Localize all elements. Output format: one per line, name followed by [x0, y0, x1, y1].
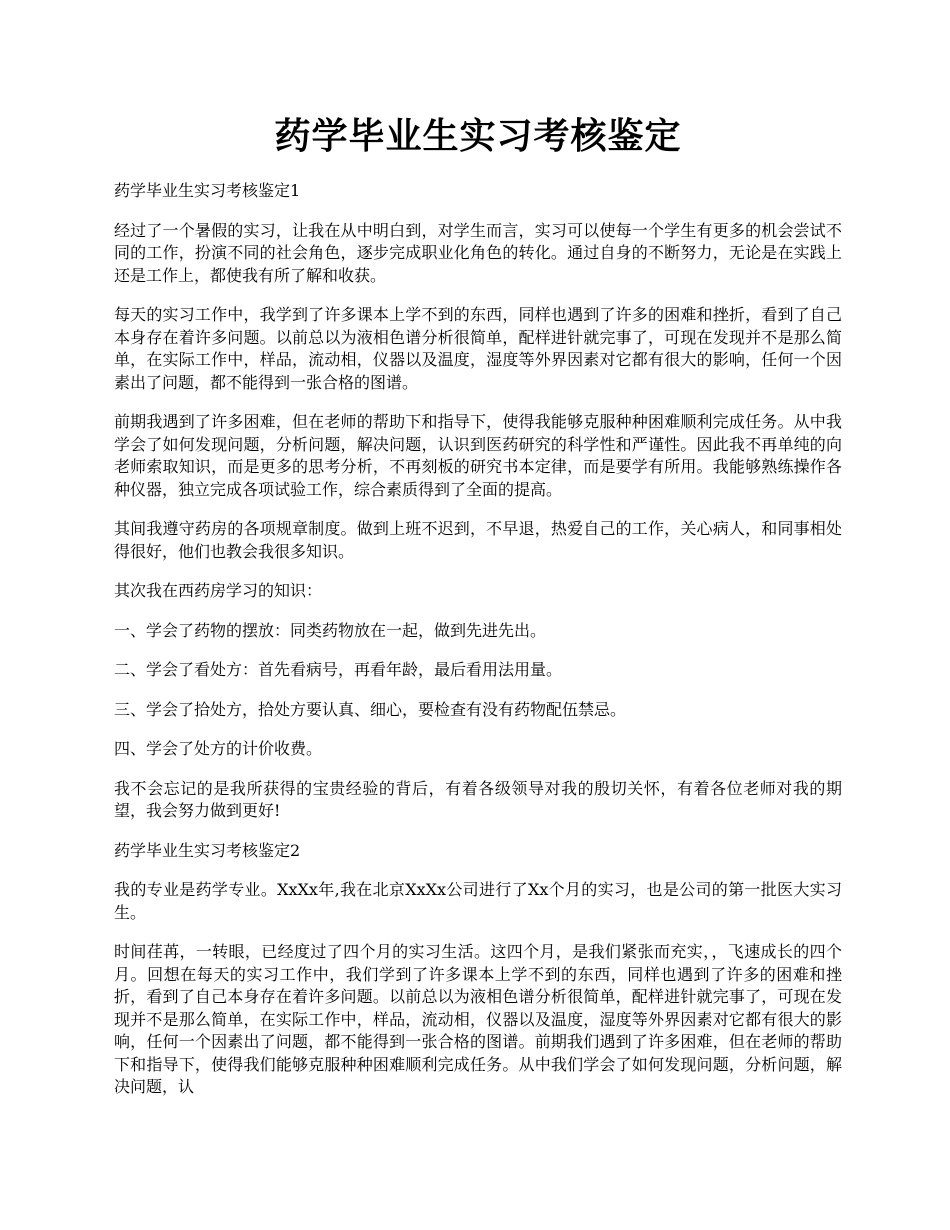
document-content — [114, 108, 842, 1116]
list-item: 三、学会了拾处方，拾处方要认真、细心，要检查有没有药物配伍禁忌。 — [114, 699, 627, 719]
paragraph: 我不会忘记的是我所获得的宝贵经验的背后，有着各级领导对我的殷切关怀，有着各位老师对我的期望，我会努力做到更好! — [114, 778, 842, 820]
paragraph: 每天的实习工作中，我学到了许多课本上学不到的东西，同样也遇到了许多的困难和挫折，看到了自己本身存在着许多问题。以前总以为液相色谱分析很简单，配样进针就完事了，可现在发现并不是那么简单，在实际工作中，样品，流动相，仪器以及温度，湿度等外界因素对它都有很大的影响，任何一个因素出了问题，都不能得到一张合格的图谱。 — [114, 305, 842, 392]
list-item: 一、学会了药物的摆放：同类药物放在一起，做到先进先出。 — [114, 620, 547, 640]
list-item: 四、学会了处方的计价收费。 — [114, 739, 323, 758]
paragraph: 时间荏苒，一转眼，已经度过了四个月的实习生活。这四个月，是我们紧张而充实，，飞速成长的四个月。回想在每天的实习工作中，我们学到了许多课本上学不到的东西，同样也遇到了许多的困难和挫折，看到了自己本身存在着许多问题。以前总以为液相色谱分析很简单，配样进针就完事了，可现在发现并不是那么简单，在实际工作中，样品，流动相，仪器以及温度，湿度等外界因素对它都有很大的影响，任何一个因素出了问题，都不能得到一张合格的图谱。前期我们遇到了许多困难，但在老师的帮助下和指导下，使得我们能够克服种种困难顺利完成任务。从中我们学会了如何发现问题，分析问题，解决问题，认 — [114, 942, 842, 1096]
paragraph: 我的专业是药学专业。XxXx年,我在北京XxXx公司进行了Xx个月的实习，也是公司的第一批医大实习生。 — [114, 880, 842, 922]
document-title: 药学毕业生实习考核鉴定 — [274, 115, 682, 157]
section-heading-1: 药学毕业生实习考核鉴定1 — [114, 181, 301, 200]
paragraph: 经过了一个暑假的实习，让我在从中明白到，对学生而言，实习可以使每一个学生有更多的机会尝试不同的工作，扮演不同的社会角色，逐步完成职业化角色的转化。通过自身的不断努力，无论是在实践上还是工作上，都使我有所了解和收获。 — [114, 220, 842, 285]
paragraph: 前期我遇到了许多困难，但在老师的帮助下和指导下，使得我能够克服种种困难顺利完成任务。从中我学会了如何发现问题，分析问题，解决问题，认识到医药研究的科学性和严谨性。因此我不再单纯的向老师索取知识，而是更多的思考分析，不再刻板的研究书本定律，而是要学有所用。我能够熟练操作各种仪器，独立完成各项试验工作，综合素质得到了全面的提高。 — [114, 412, 842, 499]
paragraph: 其间我遵守药房的各项规章制度。做到上班不迟到，不早退，热爱自己的工作，关心病人，和同事相处得很好，他们也教会我很多知识。 — [114, 519, 842, 561]
section-heading-2: 药学毕业生实习考核鉴定2 — [114, 840, 301, 860]
list-item: 二、学会了看处方：首先看病号，再看年龄，最后看用法用量。 — [114, 660, 563, 679]
paragraph: 其次我在西药房学习的知识： — [114, 581, 323, 600]
